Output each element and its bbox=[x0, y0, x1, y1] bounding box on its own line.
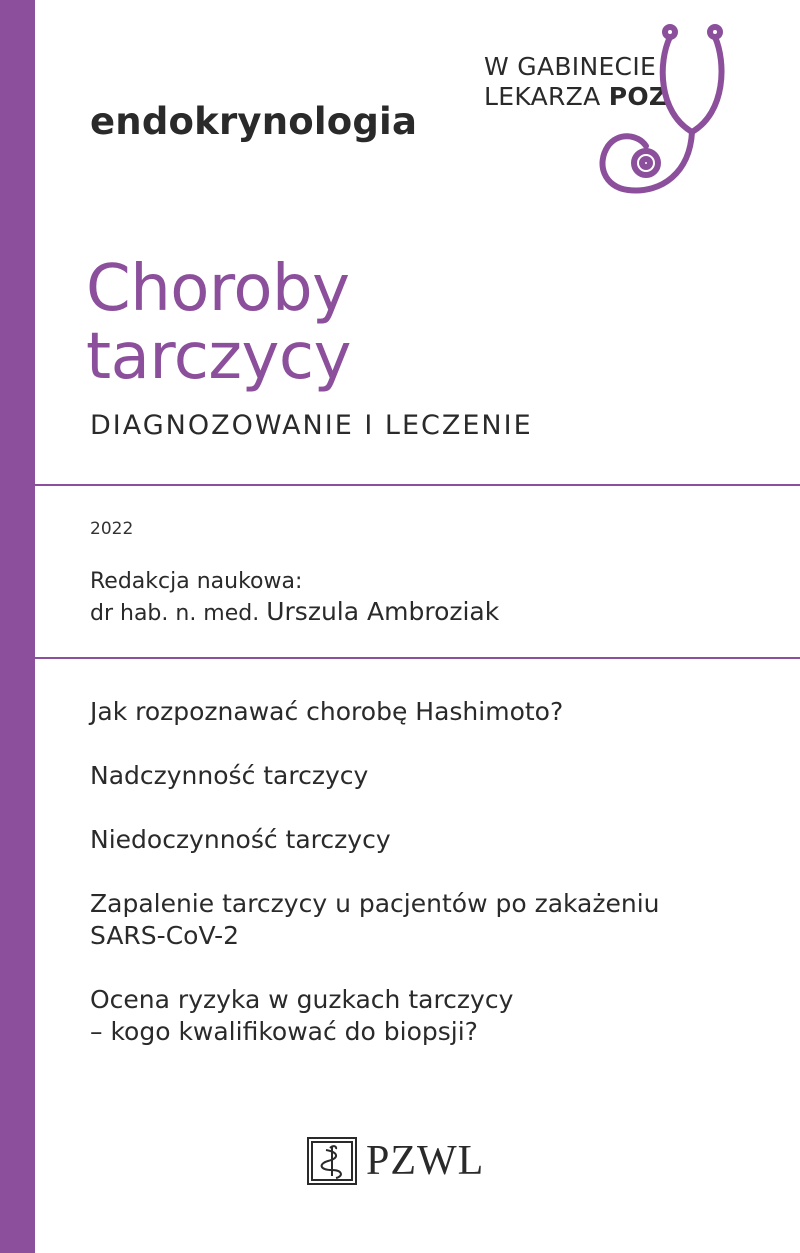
topic-line: SARS-CoV-2 bbox=[90, 921, 240, 950]
topic-list bbox=[90, 696, 770, 1080]
topic-line: – kogo kwalifikować do biopsji? bbox=[90, 1017, 478, 1046]
series-line-2-prefix: LEKARZA bbox=[484, 82, 609, 111]
topic-line: Ocena ryzyka w guzkach tarczycy bbox=[90, 985, 514, 1014]
topic-line: Niedoczynność tarczycy bbox=[90, 825, 391, 854]
category-label: endokrynologia bbox=[90, 100, 418, 143]
divider-bottom bbox=[35, 657, 800, 659]
pzwl-logo-icon bbox=[306, 1136, 358, 1186]
editor-degree: dr hab. n. med. bbox=[90, 601, 260, 626]
publication-year: 2022 bbox=[90, 519, 134, 539]
book-subtitle: DIAGNOZOWANIE I LECZENIE bbox=[90, 410, 533, 441]
book-title-line-1: Choroby bbox=[86, 252, 350, 326]
editor-label: Redakcja naukowa: bbox=[90, 569, 303, 594]
purple-spine-bar bbox=[0, 0, 35, 1253]
topic-line: Jak rozpoznawać chorobę Hashimoto? bbox=[90, 697, 564, 726]
series-line-1: W GABINECIE bbox=[484, 52, 657, 81]
publisher-logo bbox=[306, 1136, 484, 1186]
book-title-line-2: tarczycy bbox=[86, 320, 351, 394]
editor-line bbox=[90, 597, 499, 629]
editor-name: Urszula Ambroziak bbox=[266, 597, 500, 626]
publisher-name: PZWL bbox=[366, 1138, 485, 1184]
topic-line: Nadczynność tarczycy bbox=[90, 761, 369, 790]
series-line-2-bold: POZ bbox=[608, 82, 668, 111]
topic-item bbox=[90, 984, 770, 1048]
book-title bbox=[86, 252, 351, 394]
divider-top bbox=[35, 484, 800, 486]
topic-item bbox=[90, 824, 770, 856]
editor-block bbox=[90, 567, 499, 629]
topic-item bbox=[90, 760, 770, 792]
topic-line: Zapalenie tarczycy u pacjentów po zakażeniu bbox=[90, 889, 660, 918]
topic-item bbox=[90, 696, 770, 728]
topic-item bbox=[90, 888, 770, 952]
stethoscope-icon bbox=[590, 22, 750, 200]
